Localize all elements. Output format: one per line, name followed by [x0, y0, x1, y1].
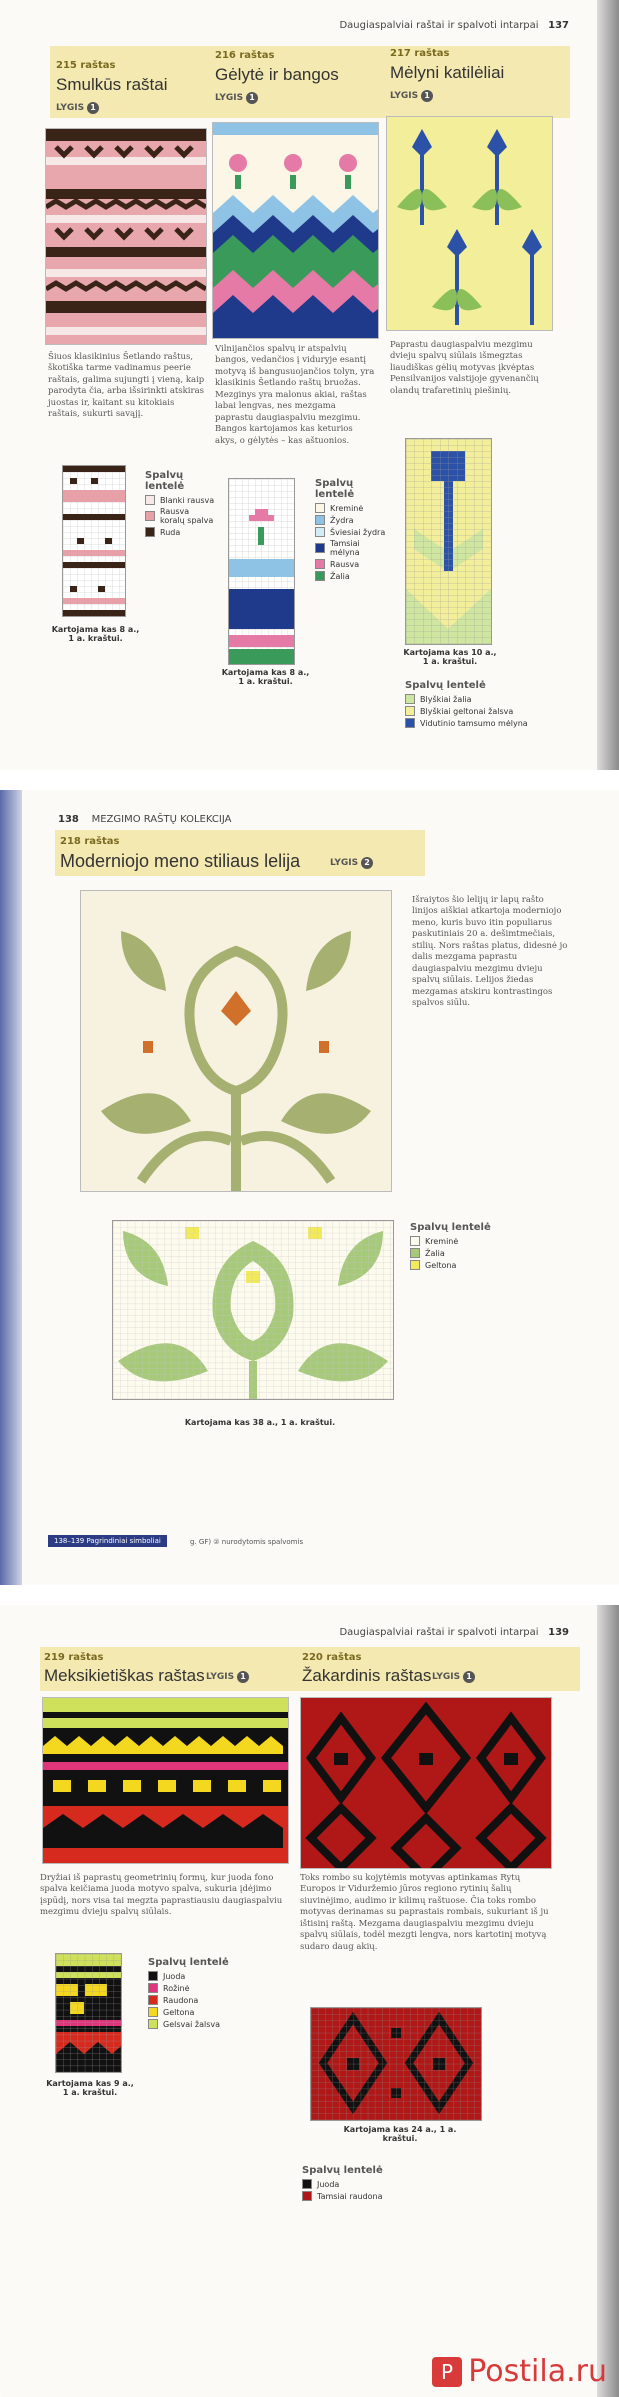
pattern-number: 220 raštas — [302, 1652, 362, 1663]
section-tab[interactable]: 138–139 Pagrindiniai simboliai — [48, 1535, 167, 1547]
pattern-number: 218 raštas — [60, 836, 120, 847]
page-number: 137 — [548, 20, 569, 31]
book-spine — [0, 790, 22, 1585]
pattern-title: Smulkūs raštai — [56, 75, 168, 94]
section-title: MEZGIMO RAŠTŲ KOLEKCIJA — [91, 814, 232, 825]
pattern-title: Mėlyni katilėliai — [390, 63, 505, 82]
level-indicator: LYGIS 1 — [56, 102, 99, 114]
legend-item: Tamsiai raudona — [302, 2191, 422, 2201]
legend-item: Kreminė — [410, 1236, 530, 1246]
pattern-description: Išraiytos šio lelijų ir lapų rašto linijos aiškiai atkartoja moderniojo meno, kuris buvo itin populiarus paskutiniais 20 a. dešimtmečiais, stilių. Nors raštas platus, didesnė jo dalis mezgama paprastu daugiaspalviu mezgimu dvieju spalvų siūlais. Lelijos žiedas mezgamas atskiru kontrastingos spalvos siūlu. — [412, 895, 568, 1009]
legend-item: Vidutinio tamsumo mėlyna — [405, 718, 555, 728]
legend-item: Šviesiai žydra — [315, 527, 390, 537]
legend-item: Kreminė — [315, 503, 390, 513]
pattern-description: Vilnijančios spalvų ir atspalvių bangos, vedančios į viduryje esantį motyvą iš bangusuojančios tolyn, yra klasikinis Šetlando raštų bruožas. Mezginys yra malonus akiai, raštas labai lengvas, nes mezgama paprastu daugiaspalviu mezgimu. Bangos kartojamos kas keturios akys, o gėlytės – kas aštuonios. — [215, 344, 375, 446]
page-number: 138 — [58, 814, 79, 825]
pattern-number: 219 raštas — [44, 1652, 104, 1663]
chart-grid-216 — [228, 478, 295, 665]
pattern-number: 216 raštas — [215, 50, 275, 61]
knit-swatch-216 — [212, 122, 379, 339]
chart-grid-219 — [55, 1953, 122, 2073]
watermark-logo-icon — [432, 2357, 462, 2387]
repeat-note: Kartojama kas 8 a., 1 a. kraštui. — [221, 668, 310, 686]
section-title: Daugiaspalviai raštai ir spalvoti intarpai — [339, 20, 539, 31]
repeat-note: Kartojama kas 24 a., 1 a. kraštui. — [343, 2125, 457, 2143]
page-number: 139 — [548, 1627, 569, 1638]
pattern-description: Šiuos klasikinius Šetlando raštus, škotiška tarme vadinamus peerie raštais, galima sujungti į vieną, kaip parodyta čia, arba išsirinkti atskiras juostas ir, kaitant su kitokiais raštais, sukurti savąjį. — [48, 352, 205, 420]
legend-item: Geltona — [148, 2007, 258, 2017]
book-spine — [597, 0, 619, 770]
page-header — [339, 1627, 569, 1638]
knit-swatch-219 — [42, 1697, 289, 1864]
color-legend: Spalvų lentelė Kreminė Žalia Geltona — [410, 1222, 530, 1272]
legend-item: Blyškiai geltonai žalsva — [405, 706, 555, 716]
color-legend: Spalvų lentelė Juoda Rožinė Raudona Geltona Gelsvai žalsva — [148, 1957, 258, 2031]
legend-item: Gelsvai žalsva — [148, 2019, 258, 2029]
legend-item: Rausva koralų spalva — [145, 507, 215, 525]
legend-item: Žalia — [315, 571, 390, 581]
watermark: P Postila.ru — [432, 2354, 607, 2389]
repeat-note: Kartojama kas 38 a., 1 a. kraštui. — [184, 1418, 336, 1427]
chart-grid-218 — [112, 1220, 394, 1400]
chart-grid-220 — [310, 2007, 482, 2121]
color-legend: Spalvų lentelė Juoda Tamsiai raudona — [302, 2165, 422, 2203]
book-spine — [597, 1605, 619, 2397]
page-139 — [0, 1605, 619, 2397]
legend-item: Rausva — [315, 559, 390, 569]
level-indicator: LYGIS 2 — [330, 857, 373, 869]
legend-item: Žydra — [315, 515, 390, 525]
level-indicator: LYGIS 1 — [206, 1671, 249, 1683]
page-header — [339, 20, 569, 31]
chart-grid-217 — [405, 438, 492, 645]
pattern-number: 215 raštas — [56, 60, 116, 71]
legend-item: Žalia — [410, 1248, 530, 1258]
pattern-title: Gėlytė ir bangos — [215, 65, 339, 84]
color-legend: Spalvų lentelė Kreminė Žydra Šviesiai žydra Tamsiai mėlyna Rausva Žalia — [315, 478, 390, 583]
knit-swatch-218 — [80, 890, 392, 1192]
pattern-title: Moderniojo meno stiliaus lelija — [60, 851, 301, 871]
page-137 — [0, 0, 619, 770]
page-gap — [0, 770, 619, 790]
section-title: Daugiaspalviai raštai ir spalvoti intarpai — [339, 1627, 539, 1638]
chart-grid-215 — [62, 465, 126, 617]
legend-item: Tamsiai mėlyna — [315, 539, 390, 557]
color-legend: Spalvų lentelė Blanki rausva Rausva koralų spalva Ruda — [145, 470, 215, 537]
page-138 — [0, 790, 619, 1585]
legend-item: Geltona — [410, 1260, 530, 1270]
legend-item: Juoda — [302, 2179, 422, 2189]
page-header — [58, 814, 231, 825]
legend-item: Rožinė — [148, 1983, 258, 1993]
legend-item: Blanki rausva — [145, 495, 215, 505]
knit-swatch-220 — [300, 1697, 552, 1869]
knit-swatch-217 — [386, 116, 553, 331]
legend-item: Ruda — [145, 527, 215, 537]
level-indicator: LYGIS 1 — [390, 90, 433, 102]
pattern-description: Toks rombo su kojytėmis motyvas aptinkamas Rytų Europos ir Viduržemio jūros regiono rytinių šalių siuvinėjimo, audimo ir kilimų raštuose. Čia toks rombo motyvas derinamas su paprastais rombais, sukuriant iš ju ištisinį raštą. Mezgama daugiaspalviu mezgimu dvieju spalvų siūlais, todėl mezgti lengva, nors kartotinį motyvą sudaro daug akių. — [300, 1873, 549, 1952]
pattern-description: Paprastu daugiaspalviu mezgimu dvieju spalvų siūlais išmegztas liaudiškas gėlių motyvas įkvėptas Pensilvanijos valstijoje gyvenančių olandų trafaretinių piešinių. — [390, 340, 539, 396]
page-gap — [0, 1585, 619, 1605]
legend-item: Raudona — [148, 1995, 258, 2005]
level-indicator: LYGIS 1 — [215, 92, 258, 104]
legend-item: Juoda — [148, 1971, 258, 1981]
footnote: g. GF) ② nurodytomis spalvomis — [190, 1538, 304, 1546]
svg-text:P: P — [441, 2359, 454, 2384]
repeat-note: Kartojama kas 9 a., 1 a. kraštui. — [46, 2079, 134, 2097]
level-indicator: LYGIS 1 — [432, 1671, 475, 1683]
knit-swatch-215 — [45, 128, 207, 345]
pattern-description: Dryžiai iš paprastų geometrinių formų, kur juoda fono spalva keičiama juoda motyvo spalva, sukuria įdėjimo įspūdį, nors visa tai megzta paprastiausiu daugiaspalviu mezgimu dvieju spalvų siūlais. — [40, 1873, 283, 1918]
color-legend: Spalvų lentelė Blyškiai žalia Blyškiai geltonai žalsva Vidutinio tamsumo mėlyna — [405, 680, 555, 730]
pattern-number: 217 raštas — [390, 48, 450, 59]
repeat-note: Kartojama kas 8 a., 1 a. kraštui. — [51, 625, 140, 643]
pattern-title: Meksikietiškas raštas — [44, 1666, 205, 1685]
pattern-title: Žakardinis raštas — [302, 1666, 432, 1685]
repeat-note: Kartojama kas 10 a., 1 a. kraštui. — [403, 648, 497, 666]
legend-item: Blyškiai žalia — [405, 694, 555, 704]
